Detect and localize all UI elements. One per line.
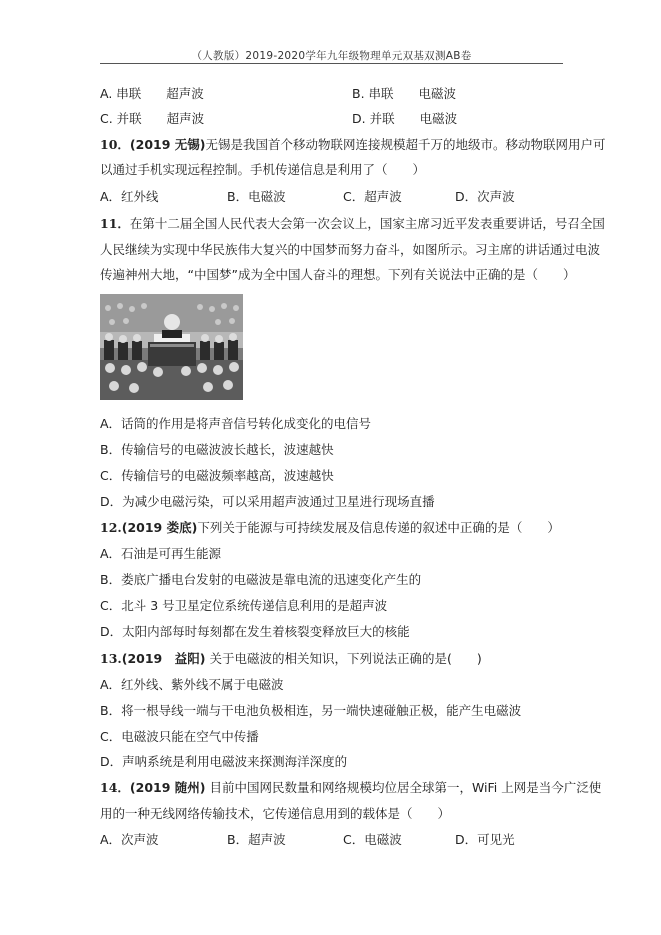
q11-line2: 人民继续为实现中华民族伟大复兴的中国梦而努力奋斗，如图所示。习主席的讲话通过电波: [100, 242, 601, 257]
q10-source-tag: (2019 无锡): [129, 137, 206, 152]
q13-text-1: 关于电磁波的相关知识，下列说法正确的是( ): [205, 651, 482, 666]
page-header: （人教版）2019-2020学年九年级物理单元双基双测AB卷: [191, 50, 472, 62]
q10-option-a: A．红外线: [100, 189, 159, 204]
speech-photo-illustration: [100, 294, 243, 400]
q12-option-a: A．石油是可再生能源: [100, 546, 222, 561]
q10-option-d: D．次声波: [455, 189, 515, 204]
q14-source-tag: (2019 随州): [129, 780, 206, 795]
q10-line2: 以通过手机实现远程控制。手机传递信息是利用了（ ）: [100, 162, 426, 177]
q10-option-b: B．电磁波: [227, 189, 286, 204]
q11-option-b: B．传输信号的电磁波波长越长，波速越快: [100, 442, 334, 457]
q14-text-1: 目前中国网民数量和网络规模均位居全球第一，WiFi 上网是当今广泛使: [205, 780, 602, 795]
q14-number: 14．: [100, 780, 130, 795]
q11-option-a: A．话筒的作用是将声音信号转化成变化的电信号: [100, 416, 372, 431]
q13-option-c: C．电磁波只能在空气中传播: [100, 729, 259, 744]
q13-line1: [100, 651, 570, 667]
q14-line1: [100, 780, 602, 796]
q10-number: 10．: [100, 137, 130, 152]
q13-option-b: B．将一根导线一端与干电池负极相连，另一端快速碰触正极，能产生电磁波: [100, 703, 522, 718]
q11-line1: [100, 216, 605, 232]
q14-option-d: D．可见光: [455, 832, 515, 847]
header-divider: [100, 63, 563, 64]
q11-number: 11．: [100, 216, 130, 231]
q12-text-1: 下列关于能源与可持续发展及信息传递的叙述中正确的是（ ）: [197, 520, 560, 535]
q9-option-a: A. 串联 超声波: [100, 86, 204, 101]
speech-photo: [100, 294, 243, 400]
q11-line3: 传遍神州大地，“中国梦”成为全中国人奋斗的理想。下列有关说法中正确的是（ ）: [100, 267, 576, 282]
q12-option-d: D．太阳内部每时每刻都在发生着核裂变释放巨大的核能: [100, 624, 410, 639]
q12-line1: [100, 520, 570, 536]
q9-option-d: D. 并联 电磁波: [352, 111, 458, 126]
q12-source-tag: (2019 娄底): [121, 520, 198, 535]
q12-option-b: B．娄底广播电台发射的电磁波是靠电流的迅速变化产生的: [100, 572, 422, 587]
q13-option-a: A．红外线、紫外线不属于电磁波: [100, 677, 284, 692]
q11-text-1: 在第十二届全国人民代表大会第一次会议上，国家主席习近平发表重要讲话，号召全国: [129, 216, 605, 231]
q12-option-c: C．北斗 3 号卫星定位系统传递信息利用的是超声波: [100, 598, 388, 613]
q11-option-d: D．为减少电磁污染，可以采用超声波通过卫星进行现场直播: [100, 494, 435, 509]
q10-option-c: C．超声波: [343, 189, 402, 204]
q10-text-1: 无锡是我国首个移动物联网连接规模超千万的地级市。移动物联网用户可: [205, 137, 606, 152]
q13-option-d: D．声呐系统是利用电磁波来探测海洋深度的: [100, 754, 348, 769]
q12-number: 12.: [100, 520, 122, 535]
q14-option-b: B．超声波: [227, 832, 286, 847]
q14-line2: 用的一种无线网络传输技术，它传递信息用到的载体是（ ）: [100, 806, 451, 821]
q13-source-tag: (2019 益阳): [121, 651, 206, 666]
q11-option-c: C．传输信号的电磁波频率越高，波速越快: [100, 468, 334, 483]
q13-number: 13.: [100, 651, 122, 666]
q14-option-c: C．电磁波: [343, 832, 402, 847]
q10-line1: [100, 137, 606, 153]
q9-option-c: C. 并联 超声波: [100, 111, 205, 126]
q14-option-a: A．次声波: [100, 832, 159, 847]
q9-option-b: B. 串联 电磁波: [352, 86, 457, 101]
